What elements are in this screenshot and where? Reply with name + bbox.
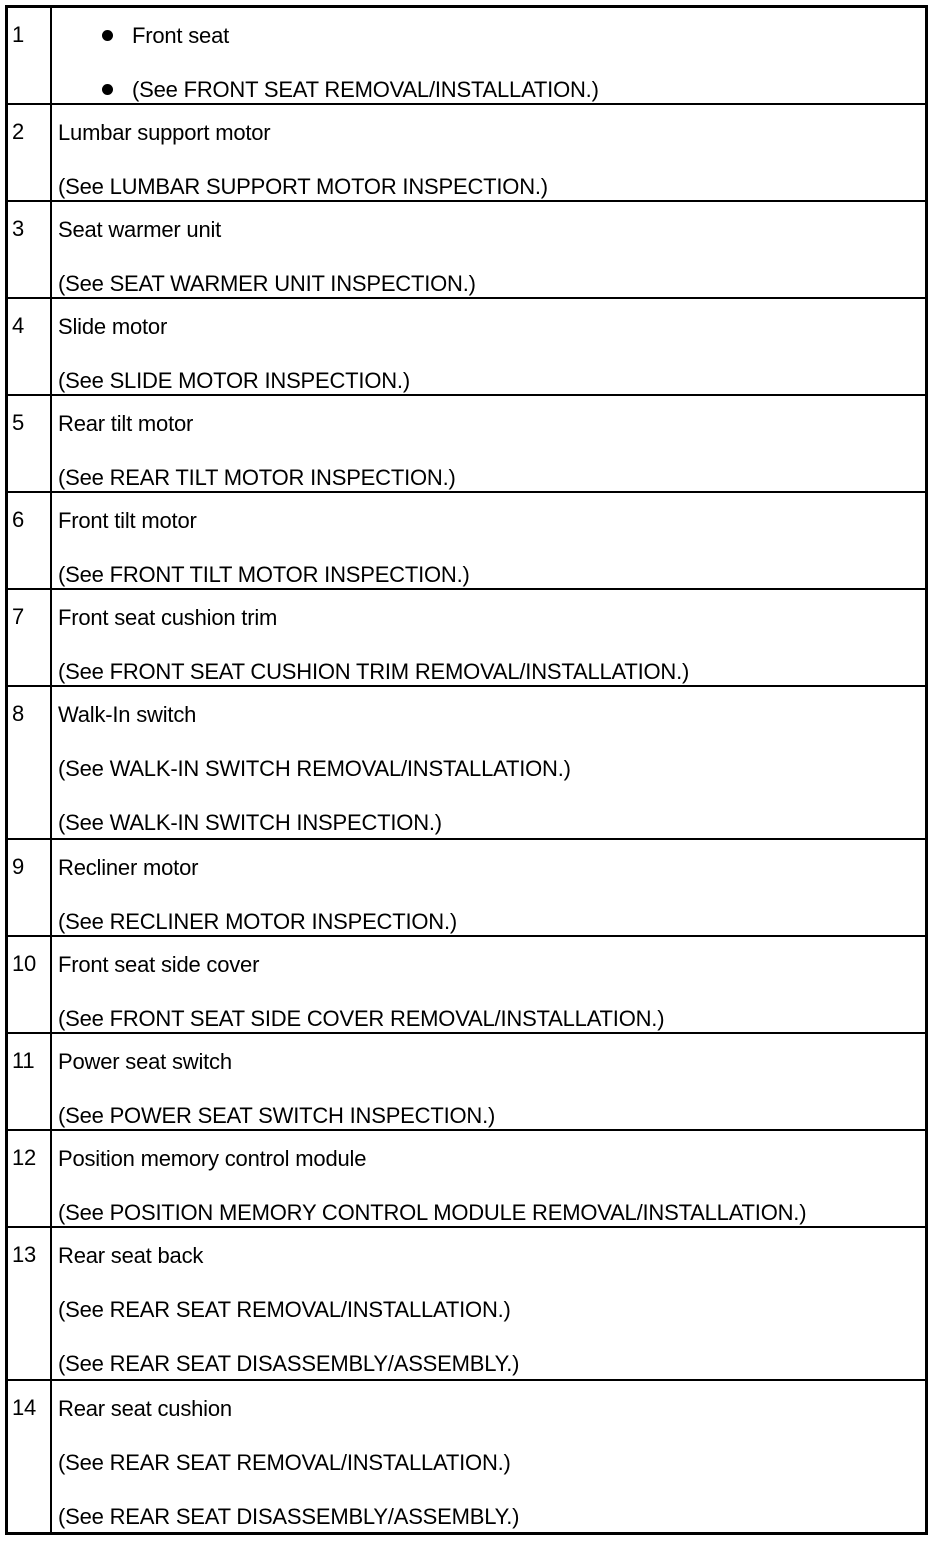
item-number: 8 bbox=[7, 686, 52, 839]
table-body bbox=[7, 7, 927, 1534]
table-row bbox=[7, 492, 927, 589]
reference-link[interactable]: (See SLIDE MOTOR INSPECTION.) bbox=[58, 368, 410, 393]
item-title: Rear tilt motor bbox=[58, 411, 194, 436]
item-content bbox=[51, 7, 927, 105]
item-number: 14 bbox=[7, 1380, 52, 1533]
reference-link[interactable]: (See FRONT SEAT CUSHION TRIM REMOVAL/INSTALLATION.) bbox=[58, 659, 690, 684]
table-row bbox=[7, 1033, 927, 1130]
table-row bbox=[7, 589, 927, 686]
item-number: 12 bbox=[7, 1130, 52, 1227]
item-content bbox=[51, 839, 927, 936]
item-title: Position memory control module bbox=[58, 1146, 367, 1171]
item-content bbox=[51, 1033, 927, 1130]
item-content bbox=[51, 201, 927, 298]
item-title: Front seat bbox=[132, 23, 230, 48]
table-row bbox=[7, 839, 927, 936]
reference-link[interactable]: (See RECLINER MOTOR INSPECTION.) bbox=[58, 909, 458, 934]
reference-link[interactable]: (See POSITION MEMORY CONTROL MODULE REMOVAL/INSTALLATION.) bbox=[58, 1200, 807, 1225]
item-content bbox=[51, 589, 927, 686]
reference-link[interactable]: (See REAR SEAT REMOVAL/INSTALLATION.) bbox=[58, 1297, 511, 1322]
item-number: 6 bbox=[7, 492, 52, 589]
item-title: Front seat cushion trim bbox=[58, 605, 278, 630]
item-title: Rear seat cushion bbox=[58, 1396, 232, 1421]
bullet-list-item bbox=[58, 22, 923, 49]
item-number: 1 bbox=[7, 7, 52, 105]
item-content bbox=[51, 1227, 927, 1380]
item-number: 9 bbox=[7, 839, 52, 936]
table-row bbox=[7, 1380, 927, 1533]
item-number: 7 bbox=[7, 589, 52, 686]
item-title: Walk-In switch bbox=[58, 702, 197, 727]
table-row bbox=[7, 104, 927, 201]
reference-link[interactable]: (See REAR SEAT REMOVAL/INSTALLATION.) bbox=[58, 1450, 511, 1475]
item-number: 3 bbox=[7, 201, 52, 298]
item-number: 11 bbox=[7, 1033, 52, 1130]
item-content bbox=[51, 686, 927, 839]
item-title: Front tilt motor bbox=[58, 508, 197, 533]
item-title: Slide motor bbox=[58, 314, 168, 339]
reference-link[interactable]: (See POWER SEAT SWITCH INSPECTION.) bbox=[58, 1103, 496, 1128]
reference-link[interactable]: (See FRONT SEAT SIDE COVER REMOVAL/INSTALLATION.) bbox=[58, 1006, 665, 1031]
reference-link[interactable]: (See REAR TILT MOTOR INSPECTION.) bbox=[58, 465, 456, 490]
bullet-icon bbox=[102, 84, 113, 95]
reference-link[interactable]: (See REAR SEAT DISASSEMBLY/ASSEMBLY.) bbox=[58, 1351, 520, 1376]
bullet-icon bbox=[102, 30, 113, 41]
item-number: 13 bbox=[7, 1227, 52, 1380]
item-number: 5 bbox=[7, 395, 52, 492]
table-row bbox=[7, 395, 927, 492]
reference-link[interactable]: (See FRONT SEAT REMOVAL/INSTALLATION.) bbox=[132, 77, 599, 102]
item-number: 10 bbox=[7, 936, 52, 1033]
item-title: Recliner motor bbox=[58, 855, 199, 880]
reference-link[interactable]: (See REAR SEAT DISASSEMBLY/ASSEMBLY.) bbox=[58, 1504, 520, 1529]
item-title: Seat warmer unit bbox=[58, 217, 222, 242]
table-row bbox=[7, 936, 927, 1033]
table-row bbox=[7, 1227, 927, 1380]
table-row bbox=[7, 686, 927, 839]
item-title: Power seat switch bbox=[58, 1049, 232, 1074]
component-reference-table bbox=[5, 5, 928, 1535]
item-content bbox=[51, 1130, 927, 1227]
reference-link[interactable]: (See LUMBAR SUPPORT MOTOR INSPECTION.) bbox=[58, 174, 548, 199]
item-number: 4 bbox=[7, 298, 52, 395]
item-content bbox=[51, 936, 927, 1033]
table-row bbox=[7, 298, 927, 395]
reference-link[interactable]: (See WALK-IN SWITCH INSPECTION.) bbox=[58, 810, 442, 835]
item-content bbox=[51, 104, 927, 201]
reference-link[interactable]: (See WALK-IN SWITCH REMOVAL/INSTALLATION.) bbox=[58, 756, 571, 781]
item-content bbox=[51, 1380, 927, 1533]
reference-link[interactable]: (See FRONT TILT MOTOR INSPECTION.) bbox=[58, 562, 470, 587]
item-title: Lumbar support motor bbox=[58, 120, 271, 145]
item-title: Front seat side cover bbox=[58, 952, 260, 977]
table-row bbox=[7, 1130, 927, 1227]
item-title: Rear seat back bbox=[58, 1243, 204, 1268]
bullet-list-item bbox=[58, 76, 923, 103]
table-row bbox=[7, 7, 927, 105]
item-number: 2 bbox=[7, 104, 52, 201]
item-content bbox=[51, 298, 927, 395]
item-content bbox=[51, 492, 927, 589]
table-row bbox=[7, 201, 927, 298]
reference-link[interactable]: (See SEAT WARMER UNIT INSPECTION.) bbox=[58, 271, 476, 296]
item-content bbox=[51, 395, 927, 492]
